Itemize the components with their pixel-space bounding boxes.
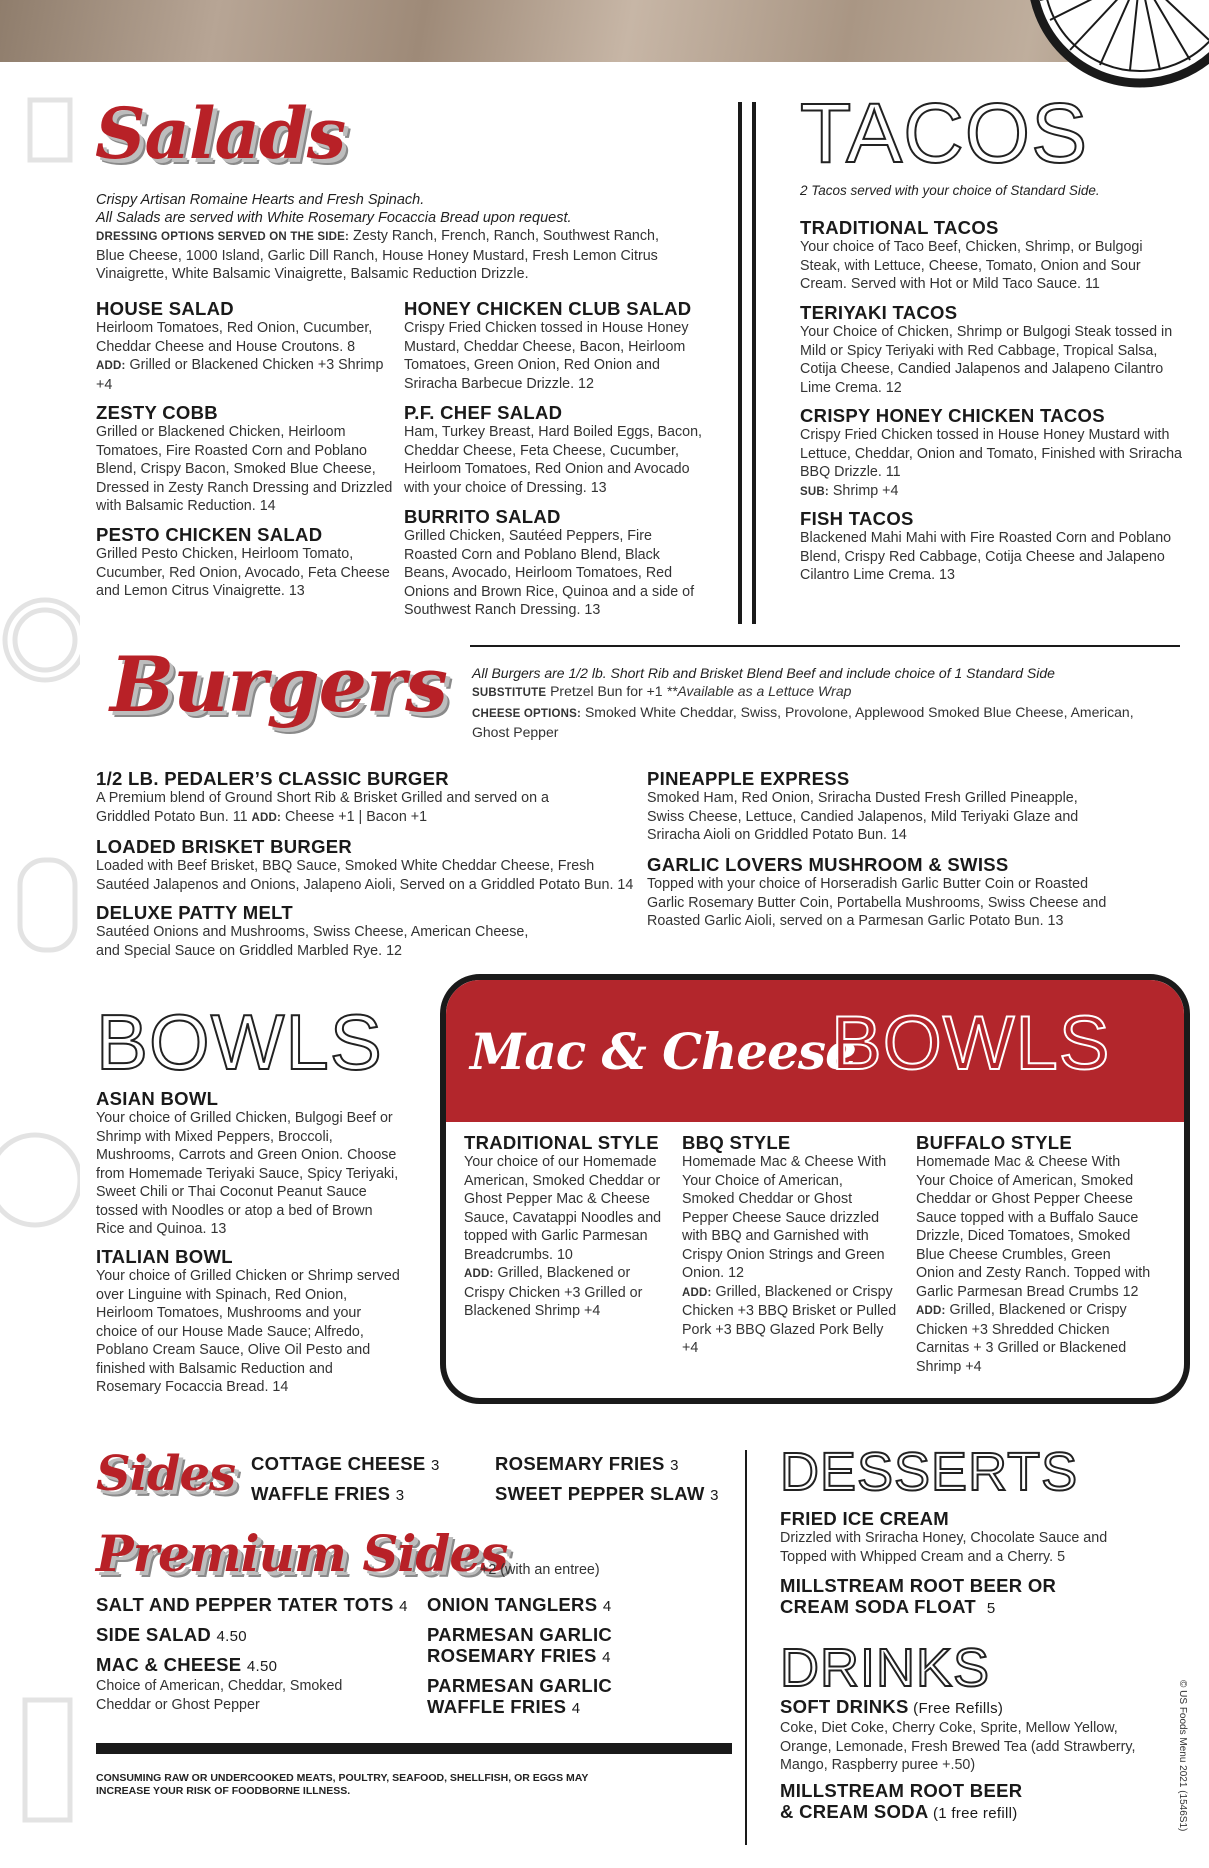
foodborne-warning: CONSUMING RAW OR UNDERCOOKED MEATS, POULTRY, SEAFOOD, SHELLFISH, OR EGGS MAY INCREASE YOUR RISK OF FOODBORNE ILLNESS. [96,1772,589,1797]
float-line2: CREAM SODA FLOAT [780,1596,976,1617]
soft-drinks [780,1696,1150,1775]
premium-mac-name: MAC & CHEESE [96,1654,242,1675]
bbq-mac-name: BBQ STYLE [682,1132,791,1153]
root-beer-note: (1 free refill) [928,1805,1018,1822]
desserts-title: DESSERTS [780,1442,1079,1502]
pesto-chicken-salad [96,524,396,601]
root-beer-line1: MILLSTREAM ROOT BEER [780,1780,1023,1801]
traditional-mac-add-label: ADD: [464,1268,494,1280]
premium-sides-note: +2 (with an entree) [480,1562,600,1578]
premium-mac-cheese [96,1654,356,1714]
bbq-mac-add: Grilled, Blackened or Crispy Chicken +3 BBQ Brisket or Pulled Pork +3 BBQ Glazed Pork Belly +4 [682,1283,897,1356]
honey-chicken-club-salad [404,298,706,393]
burrito-salad-desc: Grilled Chicken, Sautéed Peppers, Fire Roasted Corn and Poblano Blend, Black Beans, Avocado, Heirloom Tomatoes, Red Onions and Brown Rice, Quinoa and a side of Southwest Ranch Dressing. 13 [404,528,695,618]
mac-cheese-panel [440,974,1190,1404]
burgers-intro: All Burgers are 1/2 lb. Short Rib and Brisket Blend Beef and include choice of 1 Standard Side [472,665,1055,681]
italian-bowl-desc: Your choice of Grilled Chicken or Shrimp served over Linguine with Spinach, Red Onion, Heirloom Tomatoes, Mushrooms and your choice of our House Made Sauce; Alfredo, Poblano Cream Sauce, Olive Oil Pesto and finished with Balsamic Reduction and Rosemary Focaccia Bread. 14 [96,1268,400,1395]
garlic-lovers-burger [647,854,1117,931]
premium-tater-tots [96,1594,408,1617]
side-rosemary-fries [495,1453,679,1476]
salads-intro-2: All Salads are served with White Rosemary Focaccia Bread upon request. [96,210,572,226]
honey-salad-desc: Crispy Fried Chicken tossed in House Honey Mustard, Cheddar Cheese, Bacon, Heirloom Tomatoes, Green Onion, Red Onion and Sriracha Barbecue Drizzle. 12 [404,320,689,392]
honey-tacos-sub: Shrimp +4 [828,482,899,499]
pesto-salad-name: PESTO CHICKEN SALAD [96,524,323,545]
parm-waffle-price: 4 [571,1700,581,1717]
traditional-mac-add: Grilled, Blackened or Crispy Chicken +3 Grilled or Blackened Shrimp +4 [464,1265,643,1319]
premium-mac-desc: Choice of American, Cheddar, Smoked Cheddar or Ghost Pepper [96,1678,343,1713]
bbq-style-mac [682,1132,897,1358]
bbq-mac-add-label: ADD: [682,1286,712,1299]
parm-waffle-line1: PARMESAN GARLIC [427,1675,613,1696]
house-salad-add-label: ADD: [96,360,126,372]
float-price: 5 [986,1600,996,1617]
pineapple-express [647,768,1117,845]
decorative-bike-icon [0,80,80,1860]
burgers-title: Burgers [110,640,447,729]
house-salad-add: Grilled or Blackened Chicken +3 Shrimp +4 [96,357,384,393]
bbq-mac-desc: Homemade Mac & Cheese With Your Choice of American, Smoked Cheddar or Ghost Pepper Cheese Sauce drizzled with BBQ and Garnished with Crispy Onion Strings and Green Onion. 12 [682,1154,887,1281]
premium-parm-rosemary-fries [427,1624,612,1668]
premium-onion-tanglers [427,1594,611,1617]
buffalo-style-mac [916,1132,1151,1376]
side-sweet-pepper-slaw [495,1483,719,1506]
bicycle-wheel-icon [1010,0,1209,100]
honey-tacos-sub-label: SUB: [800,485,829,498]
honey-tacos-desc: Crispy Fried Chicken tossed in House Honey Mustard with Lettuce, Cheddar, Onion and Tomato, Finished with Sriracha BBQ Drizzle. 11 [800,427,1183,480]
footer-rule [96,1743,732,1754]
fish-tacos-desc: Blackened Mahi Mahi with Fire Roasted Corn and Poblano Blend, Crispy Red Cabbage, Cotija Cheese and Jalapeno Cilantro Lime Crema. 13 [800,530,1172,583]
root-beer-line2: & CREAM SODA [780,1801,929,1822]
chef-salad [404,402,706,497]
garlic-burger-desc: Topped with your choice of Horseradish Garlic Butter Coin or Roasted Garlic Rosemary Butter Coin, Portabella Mushrooms, Swiss Cheese and Roasted Garlic Aioli, served on a Parmesan Garlic Potato Bun. 13 [647,876,1107,929]
parm-waffle-line2: WAFFLE FRIES [427,1696,567,1717]
asian-bowl-desc: Your choice of Grilled Chicken, Bulgogi Beef or Shrimp with Mixed Peppers, Broccoli, Mushrooms, Carrots and Green Onion. Choose from Homemade Teriyaki Sauce, Spicy Teriyaki, Sweet Chili or Thai Coconut Peanut Sauce tossed with Noodles or atop a bed of Brown Rice and Quinoa. 13 [96,1110,399,1237]
column-divider-right [752,102,756,624]
patty-melt-name: DELUXE PATTY MELT [96,902,293,923]
classic-burger-add-label: ADD: [251,811,282,824]
brisket-burger-name: LOADED BRISKET BURGER [96,836,353,857]
dressing-options [96,227,686,284]
salads-intro-1: Crispy Artisan Romaine Hearts and Fresh Spinach. [96,192,425,208]
burrito-salad [404,506,706,620]
burrito-salad-name: BURRITO SALAD [404,506,561,527]
loaded-brisket-burger [96,836,646,894]
decorative-side-lettering [0,80,80,1860]
pineapple-desc: Smoked Ham, Red Onion, Sriracha Dusted Fresh Grilled Pineapple, Swiss Cheese, Lettuce, Candied Jalapenos, Mild Teriyaki Glaze and Sriracha Aioli on Griddled Potato Bun. 14 [647,790,1079,843]
soft-drinks-name: SOFT DRINKS [780,1696,909,1717]
honey-tacos-name: CRISPY HONEY CHICKEN TACOS [800,405,1105,426]
buffalo-mac-desc: Homemade Mac & Cheese With Your Choice of American, Smoked Cheddar or Ghost Pepper Cheese Sauce topped with a Buffalo Sauce Drizzle, Diced Tomatoes, Smoked Blue Cheese Crumbles, Green Onion and Zesty Ranch. Topped with Garlic Parmesan Bread Crumbs 12 [916,1154,1151,1300]
teriyaki-tacos-name: TERIYAKI TACOS [800,302,958,323]
chef-salad-desc: Ham, Turkey Breast, Hard Boiled Eggs, Bacon, Cheddar Cheese, Feta Cheese, Cucumber, Heirloom Tomatoes, Red Onion and Avocado with your choice of Dressing. 13 [404,424,702,496]
buffalo-mac-add: Grilled, Blackened or Crispy Chicken +3 Shredded Chicken Carnitas + 3 Grilled or Blackened Shrimp +4 [916,1302,1127,1375]
side-rosemary-fries-price: 3 [670,1457,679,1474]
ice-cream-name: FRIED ICE CREAM [780,1508,949,1529]
dressing-text: Zesty Ranch, French, Ranch, Southwest Ranch, Blue Cheese, 1000 Island, Garlic Dill Ranch, House Honey Mustard, Fresh Lemon Citrus Vinaigrette, White Balsamic Vinaigrette, Balsamic Reduction Drizzle. [96,228,659,282]
side-slaw-name: SWEET PEPPER SLAW [495,1483,705,1504]
salads-title: Salads [95,92,346,175]
teriyaki-tacos-desc: Your Choice of Chicken, Shrimp or Bulgogi Steak tossed in Mild or Spicy Teriyaki with Red Cabbage, Tropical Salsa, Cotija Cheese, Candied Jalapenos and Jalapeno Cilantro Lime Crema. 12 [800,324,1173,396]
traditional-tacos-desc: Your choice of Taco Beef, Chicken, Shrimp, or Bulgogi Steak, with Lettuce, Cheese, Tomato, Onion and Sour Cream. Served with Hot or Mild Taco Sauce. 11 [800,239,1143,292]
asian-bowl-name: ASIAN BOWL [96,1088,219,1109]
patty-melt-desc: Sautéed Onions and Mushrooms, Swiss Cheese, American Cheese, and Special Sauce on Griddled Marbled Rye. 12 [96,924,529,959]
side-cottage-cheese-name: COTTAGE CHEESE [251,1453,426,1474]
house-salad-name: HOUSE SALAD [96,298,234,319]
parm-fries-line1: PARMESAN GARLIC [427,1624,613,1645]
mac-cheese-title-outline: BOWLS [831,1001,1111,1086]
classic-burger-desc: A Premium blend of Ground Short Rib & Brisket Grilled and served on a Griddled Potato Bun. 11 [96,790,549,825]
traditional-tacos [800,217,1185,294]
buffalo-mac-add-label: ADD: [916,1305,946,1317]
brisket-burger-desc: Loaded with Beef Brisket, BBQ Sauce, Smoked White Cheddar Cheese, Fresh Sautéed Jalapenos and Onions, Jalapeno Aioli, Served on a Griddled Potato Bun. 14 [96,858,634,893]
house-salad [96,298,396,394]
fried-ice-cream [780,1508,1140,1566]
italian-bowl [96,1246,401,1397]
pesto-salad-desc: Grilled Pesto Chicken, Heirloom Tomato, Cucumber, Red Onion, Avocado, Feta Cheese and Lemon Citrus Vinaigrette. 13 [96,546,390,599]
soft-drinks-note: (Free Refills) [908,1700,1004,1717]
traditional-mac-name: TRADITIONAL STYLE [464,1132,659,1153]
zesty-cobb [96,402,396,516]
classic-burger-add: Cheese +1 | Bacon +1 [281,808,428,825]
zesty-cobb-desc: Grilled or Blackened Chicken, Heirloom Tomatoes, Fire Roasted Corn and Poblano Blend, Crispy Bacon, Smoked Blue Cheese, Dressed in Zesty Ranch Dressing and Drizzled with Balsamic Reduction. 14 [96,424,393,514]
side-waffle-fries-name: WAFFLE FRIES [251,1483,391,1504]
tots-price: 4 [399,1598,408,1615]
burgers-top-rule [470,645,1180,647]
tots-name: SALT AND PEPPER TATER TOTS [96,1594,394,1615]
tacos-title: TACOS [800,86,1089,180]
side-cottage-cheese-price: 3 [430,1457,440,1474]
traditional-mac-desc: Your choice of our Homemade American, Smoked Cheddar or Ghost Pepper Mac & Cheese Sauce, Cavatappi Noodles and topped with Garlic Parmesan Breadcrumbs. 10 [464,1154,662,1263]
crispy-honey-chicken-tacos [800,405,1185,501]
classic-burger [96,768,646,827]
burgers-intro-block [472,664,1152,742]
premium-sides-title: Premium Sides [96,1524,508,1583]
burgers-sub-italic: **Available as a Lettuce Wrap [666,683,852,699]
float-line1: MILLSTREAM ROOT BEER OR [780,1575,1057,1596]
zesty-cobb-name: ZESTY COBB [96,402,218,423]
ice-cream-desc: Drizzled with Sriracha Honey, Chocolate Sauce and Topped with Whipped Cream and a Cherry. 5 [780,1530,1108,1565]
asian-bowl [96,1088,401,1239]
bowls-title: BOWLS [96,998,383,1086]
soft-drinks-desc: Coke, Diet Coke, Cherry Coke, Sprite, Mellow Yellow, Orange, Lemonade, Fresh Brewed Tea (add Strawberry, Mango, Raspberry puree +.50) [780,1720,1136,1773]
side-salad-price: 4.50 [216,1628,247,1645]
parm-fries-price: 4 [602,1649,611,1666]
house-salad-desc: Heirloom Tomatoes, Red Onion, Cucumber, Cheddar Cheese and House Croutons. 8 [96,320,373,355]
burgers-sub-text: Pretzel Bun for +1 [546,683,667,699]
copyright-notice: © US Foods Menu 2021 (1546S1) [1177,1680,1188,1832]
side-rosemary-fries-name: ROSEMARY FRIES [495,1453,665,1474]
drinks-title: DRINKS [780,1638,991,1698]
parm-fries-line2: ROSEMARY FRIES [427,1645,597,1666]
premium-mac-price: 4.50 [246,1658,278,1675]
premium-parm-waffle-fries [427,1675,612,1719]
chef-salad-name: P.F. CHEF SALAD [404,402,563,423]
side-waffle-fries-price: 3 [395,1487,405,1504]
teriyaki-tacos [800,302,1185,397]
side-cottage-cheese [251,1453,440,1476]
dressing-label: DRESSING OPTIONS SERVED ON THE SIDE: [96,231,350,243]
side-salad-name: SIDE SALAD [96,1624,212,1645]
tacos-intro: 2 Tacos served with your choice of Standard Side. [800,183,1100,198]
buffalo-mac-name: BUFFALO STYLE [916,1132,1073,1153]
cheese-options-label: CHEESE OPTIONS: [472,707,582,720]
mac-cheese-title-script: Mac & Cheese [470,1022,856,1081]
root-beer-float [780,1575,1056,1619]
premium-side-salad [96,1624,247,1647]
column-divider-left [738,102,742,624]
millstream-root-beer [780,1780,1022,1824]
honey-salad-name: HONEY CHICKEN CLUB SALAD [404,298,692,319]
fish-tacos [800,508,1185,585]
traditional-style-mac [464,1132,674,1321]
onion-price: 4 [602,1598,612,1615]
garlic-burger-name: GARLIC LOVERS MUSHROOM & SWISS [647,854,1009,875]
fish-tacos-name: FISH TACOS [800,508,914,529]
italian-bowl-name: ITALIAN BOWL [96,1246,233,1267]
classic-burger-name: 1/2 LB. PEDALER’S CLASSIC BURGER [96,768,449,789]
side-slaw-price: 3 [710,1487,719,1504]
traditional-tacos-name: TRADITIONAL TACOS [800,217,999,238]
cheese-options-text: Smoked White Cheddar, Swiss, Provolone, Applewood Smoked Blue Cheese, American, Ghost Pepper [472,703,1134,740]
pineapple-name: PINEAPPLE EXPRESS [647,768,850,789]
side-waffle-fries [251,1483,404,1506]
sides-title: Sides [96,1446,236,1502]
bottom-column-divider [745,1450,747,1845]
onion-name: ONION TANGLERS [427,1594,598,1615]
burgers-sub-label: SUBSTITUTE [472,687,547,699]
deluxe-patty-melt [96,902,646,960]
